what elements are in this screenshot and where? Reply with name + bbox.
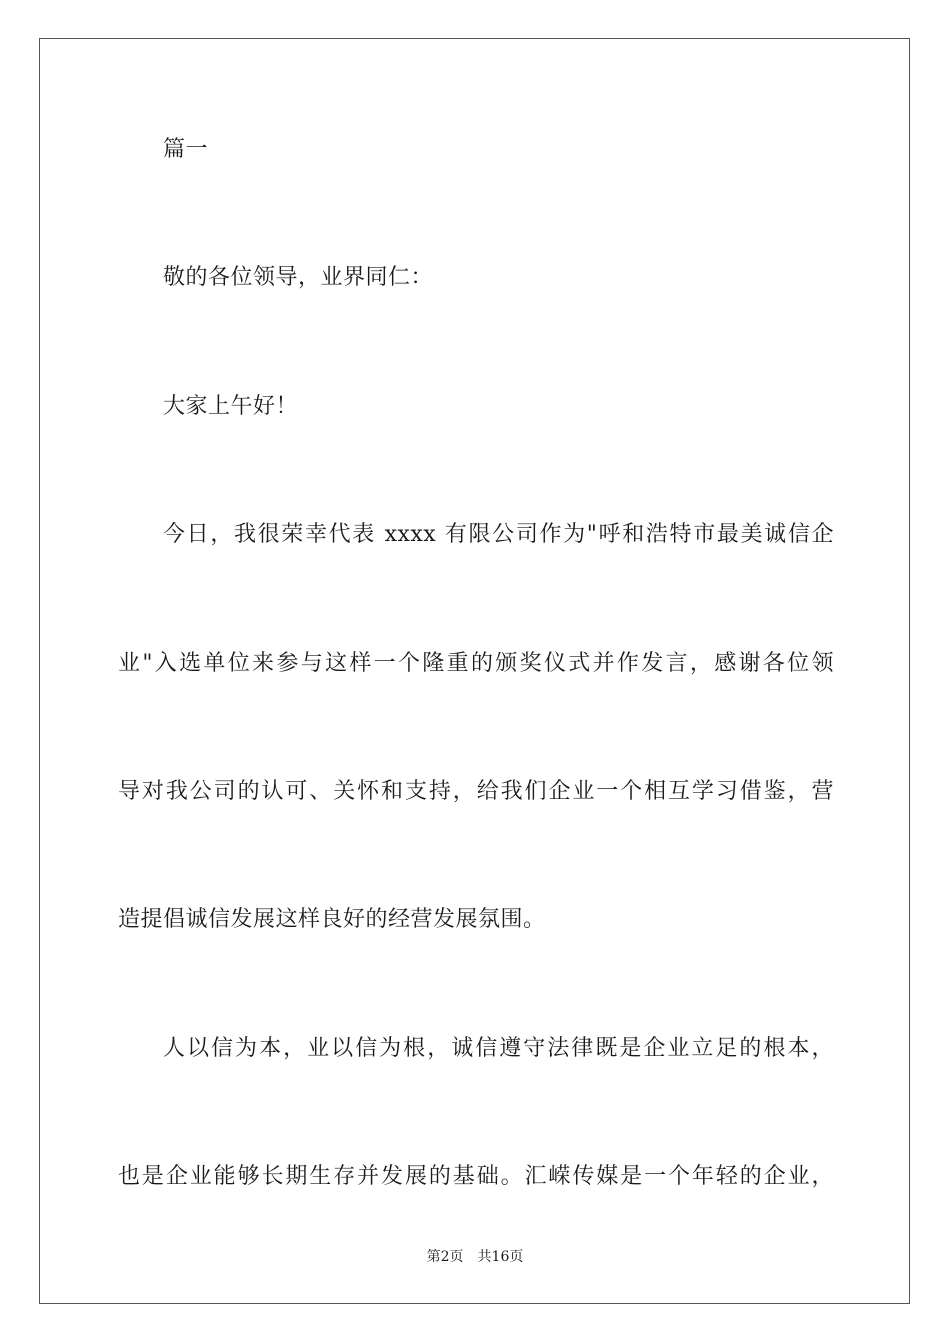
paragraph-line: 今日，我很荣幸代表 xxxx 有限公司作为"呼和浩特市最美诚信企 xyxy=(163,522,834,547)
paragraph-line: 业"入选单位来参与这样一个隆重的颁奖仪式并作发言，感谢各位领 xyxy=(118,651,834,676)
section-heading: 篇一 xyxy=(163,137,209,162)
paragraph-line: 导对我公司的认可、关怀和支持，给我们企业一个相互学习借鉴，营 xyxy=(118,779,834,804)
paragraph-line: 造提倡诚信发展这样良好的经营发展氛围。 xyxy=(118,907,546,932)
page-number: 第2页 xyxy=(426,1249,464,1265)
paragraph-line: 也是企业能够长期生存并发展的基础。汇嵘传媒是一个年轻的企业， xyxy=(118,1164,834,1189)
page-footer xyxy=(0,1247,950,1267)
paragraph-line: 人以信为本，业以信为根，诚信遵守法律既是企业立足的根本， xyxy=(163,1036,834,1061)
salutation-line: 敬的各位领导，业界同仁： xyxy=(163,265,434,290)
page-total: 共16页 xyxy=(477,1249,524,1265)
greeting-line: 大家上午好！ xyxy=(163,394,299,419)
